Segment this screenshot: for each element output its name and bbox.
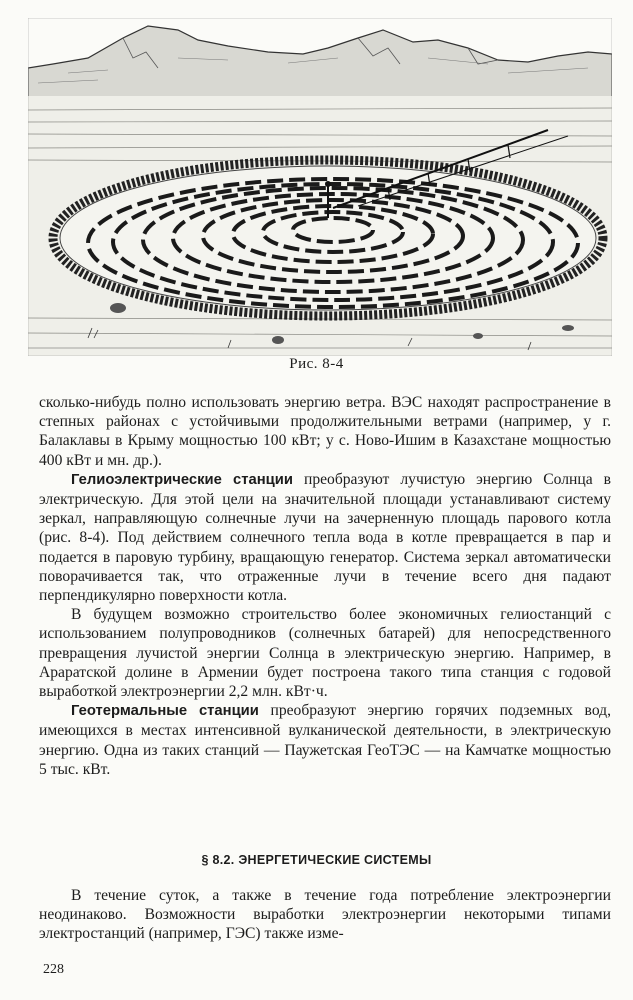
body-text — [39, 393, 611, 779]
figure-caption: Рис. 8-4 — [289, 356, 344, 372]
section-body-text — [39, 886, 611, 944]
solar-station-figure — [28, 18, 612, 356]
term-solar-stations: Гелиоэлектрические станции — [71, 471, 293, 488]
term-geothermal-stations: Геотермальные станции — [71, 703, 259, 720]
paragraph-future-stations: В будущем возможно строительство более экономичных гелиостанций с использованием полупроводников (солнечных батарей) для непосредственного превращения лучистой энергии Солнца в электрическую энергию. Например, в Араратской долине в Армении будет построена такого типа станция с годовой выработкой электроэнергии 2,2 млн. кВт·ч. — [39, 606, 611, 701]
section-heading: § 8.2. ЭНЕРГЕТИЧЕСКИЕ СИСТЕМЫ — [201, 853, 432, 867]
solar-mirror-field-illustration — [28, 18, 612, 356]
paragraph-wind-stations: сколько-нибудь полно использовать энергию ветра. ВЭС находят распространение в степных районах с устойчивыми продолжительными ветрами (например, у г. Балаклавы в Крыму мощностью 100 кВт; у с. Ново-Ишим в Казахстане мощностью 400 кВт и мн. др.). — [39, 394, 611, 469]
paragraph-energy-systems: В течение суток, а также в течение года потребление электроэнергии неодинаково. Возможности выработки электроэнергии некоторыми типами электростанций (например, ГЭС) также изме- — [39, 887, 611, 943]
paragraph-solar-stations — [39, 470, 611, 605]
geothermal-stations-text: преобразуют энергию горячих подземных вод, имеющихся в местах интенсивной вулканической деятельности, в электрическую энергию. Одна из таких станций — Паужетская ГеоТЭС — на Камчатке мощностью 5 тыс. кВт. — [39, 702, 611, 778]
paragraph-geothermal-stations — [39, 701, 611, 779]
page-number: 228 — [43, 962, 64, 977]
solar-stations-text: преобразуют лучистую энергию Солнца в электрическую. Для этой цели на значительной площади устанавливают систему зеркал, направляющую солнечные лучи на зачерненную площадь парового котла (рис. 8-4). Под действием солнечного тепла вода в котле превращается в пар и подается в паровую турбину, вращающую генератор. Система зеркал автоматически поворачивается так, что отраженные лучи в течение всего дня падают перпендикулярно поверхности котла. — [39, 470, 612, 605]
